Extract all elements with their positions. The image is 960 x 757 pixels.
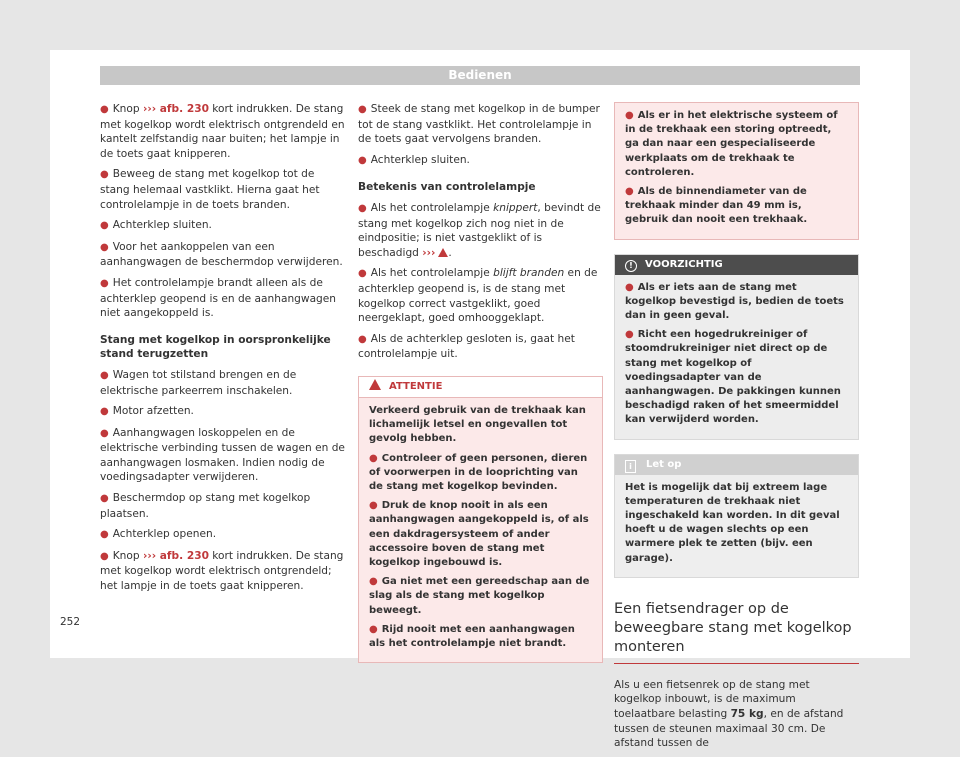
page-number: 252 — [60, 616, 81, 628]
caution-item: ● Richt een hogedrukreiniger of stoomdrukreiniger niet direct op de stang met kogelkop of voedingsadapter van de aanhangwagen. De pakkingen kunnen beschadigd raken of het smeermiddel kan verwijderd worden. — [625, 329, 841, 426]
step-item: ● Beschermdop op stang met kogelkop plaatsen. — [100, 492, 311, 520]
bullet-icon: ● — [625, 329, 634, 341]
figure-link[interactable]: ››› afb. 230 — [142, 549, 209, 562]
figure-link[interactable]: ››› afb. 230 — [142, 103, 209, 115]
bullet-icon: ● — [100, 493, 109, 505]
warning-item: ● Als er in het elektrische systeem of in de trekhaak een storing optreedt, ga dan naar een gespecialiseerde werkplaats om de trekhaak te controleren. — [625, 110, 838, 178]
step-item: ● Achterklep sluiten. — [100, 219, 212, 232]
bullet-icon: ● — [100, 427, 109, 439]
section-title: Een fietsendrager op de beweegbare stang met kogelkop monteren — [614, 600, 859, 664]
column-left — [100, 102, 345, 600]
letop-box: i Let op Het is mogelijk dat bij extreem lage temperaturen de trekhaak niet ingeschakeld kan worden. In dit geval hoeft u de wagen slechts op een warmere plek te zetten (bijv. een garage). — [614, 454, 859, 578]
step-item: ● Als de achterklep gesloten is, gaat het controlelampje uit. — [358, 332, 575, 361]
bullet-icon: ● — [100, 529, 109, 541]
note-icon: i — [625, 460, 636, 473]
section-header: Bedienen — [100, 66, 860, 85]
step-item: ● Aanhangwagen loskoppelen en de elektrische verbinding tussen de wagen en de aanhangwagen losmaken. Indien nodig de voedingsadapter verwijderen. — [100, 426, 345, 484]
subheading: Stang met kogelkop in oorspronkelijke stand terugzetten — [100, 333, 331, 361]
bullet-icon: ● — [100, 169, 109, 181]
bullet-icon: ● — [100, 241, 109, 253]
bullet-icon: ● — [358, 333, 367, 345]
column-middle — [358, 102, 603, 663]
step-item: ● Als het controlelampje blijft branden en de achterklep geopend is, is de stang met kogelkop correct vastgeklikt, goed neergeklapt, goed omhooggeklapt. — [358, 267, 598, 325]
warning-link[interactable]: ››› — [422, 246, 436, 259]
warning-triangle-icon — [438, 248, 448, 257]
step-item: ● Het controlelampje brandt alleen als de achterklep geopend is en de aanhangwagen niet aangekoppeld is. — [100, 276, 337, 320]
warning-continued-box — [614, 102, 859, 240]
letop-header: i Let op — [615, 455, 858, 475]
warning-item: ● Als de binnendiameter van de trekhaak minder dan 49 mm is, gebruik dan nooit een trekhaak. — [625, 186, 808, 226]
step-item: ● Achterklep openen. — [100, 528, 217, 541]
bullet-icon: ● — [100, 369, 109, 381]
step-item: ● Steek de stang met kogelkop in de bumper tot de stang vastklikt. Het controlelampje in de toets gaat vervolgens branden. — [358, 103, 600, 146]
warning-item: ● Druk de knop nooit in als een aanhangwagen aangekoppeld is, of als een dakdragersysteem of ander accessoire boven de stang met kogelkop ingebouwd is. — [369, 500, 589, 568]
manual-page — [50, 50, 910, 750]
bullet-icon: ● — [369, 623, 378, 635]
caution-icon: ! — [625, 260, 637, 272]
caution-item: ● Als er iets aan de stang met kogelkop bevestigd is, bedien de toets dan in geen geval. — [625, 281, 844, 322]
warning-item: ● Ga niet met een gereedschap aan de slag als de stang met kogelkop beweegt. — [369, 576, 590, 616]
warning-item: ● Rijd nooit met een aanhangwagen als het controlelampje niet brandt. — [369, 623, 575, 649]
attentie-header: ATTENTIE — [359, 377, 602, 398]
warning-triangle-icon — [369, 379, 381, 390]
bullet-icon: ● — [358, 154, 367, 166]
bullet-icon: ● — [358, 104, 367, 115]
step-item: ● Motor afzetten. — [100, 405, 194, 418]
subheading: Betekenis van controlelampje — [358, 181, 536, 194]
bullet-icon: ● — [625, 110, 634, 121]
bullet-icon: ● — [625, 281, 634, 293]
step-item: ● Als het controlelampje knippert, bevindt de stang met kogelkop zich nog niet in de eindpositie; is niet vastgeklikt of is beschadigd ››› . — [358, 201, 601, 259]
step-item: ● Voor het aankoppelen van een aanhangwagen de beschermdop verwijderen. — [100, 240, 343, 269]
body-paragraph: Als u een fietsenrek op de stang met kogelkop inbouwt, is de maximum toelaatbare belasting 75 kg, en de afstand tussen de steunen maximaal 30 cm. De afstand tussen de — [614, 678, 844, 750]
voorzichtig-header: ! VOORZICHTIG — [615, 255, 858, 275]
step-item: ● Achterklep sluiten. — [358, 153, 470, 166]
bullet-icon: ● — [100, 550, 109, 562]
bullet-icon: ● — [100, 406, 109, 418]
bullet-icon: ● — [369, 500, 378, 512]
step-item: ● Beweeg de stang met kogelkop tot de stang helemaal vastklikt. Hierna gaat het controlelampje in de toets branden. — [100, 168, 320, 211]
step-item: ● Knop ››› afb. 230 kort indrukken. De stang met kogelkop wordt elektrisch ontgrendeld; het lampje in de toets gaat knipperen. — [100, 549, 344, 593]
bullet-icon: ● — [358, 202, 367, 214]
bullet-icon: ● — [369, 576, 378, 588]
step-item: ● Wagen tot stilstand brengen en de elektrische parkeerrem inschakelen. — [100, 368, 297, 397]
column-right — [614, 102, 859, 757]
bullet-icon: ● — [625, 186, 634, 198]
warning-item: ● Controleer of geen personen, dieren of voorwerpen in de looprichting van de stang met kogelkop bevinden. — [369, 452, 588, 492]
step-item: ● Knop ››› afb. 230 kort indrukken. De stang met kogelkop wordt elektrisch ontgrendeld en kantelt zelfstandig naar buiten; het lampje in de toets gaat knipperen. — [100, 103, 345, 160]
bullet-icon: ● — [100, 104, 109, 115]
attentie-box: ATTENTIE Verkeerd gebruik van de trekhaak kan lichamelijk letsel en ongevallen tot gevolg hebben. ● Controleer of geen personen, dieren of voorwerpen in de looprichting van de stang met kogelkop bevinden. ● Druk de knop nooit in als een aanhangwagen aangekoppeld is, of als een dakdragersysteem of ander accessoire boven de stang met kogelkop ingebouwd is. ● Ga niet met een gereedschap aan de slag als de stang met kogelkop beweegt. ● Rijd nooit met een aanhangwagen als het controlelampje niet brandt. — [358, 376, 603, 663]
bullet-icon: ● — [100, 277, 109, 289]
voorzichtig-box — [614, 254, 859, 440]
bullet-icon: ● — [358, 268, 367, 280]
bullet-icon: ● — [100, 220, 109, 232]
bullet-icon: ● — [369, 452, 378, 464]
